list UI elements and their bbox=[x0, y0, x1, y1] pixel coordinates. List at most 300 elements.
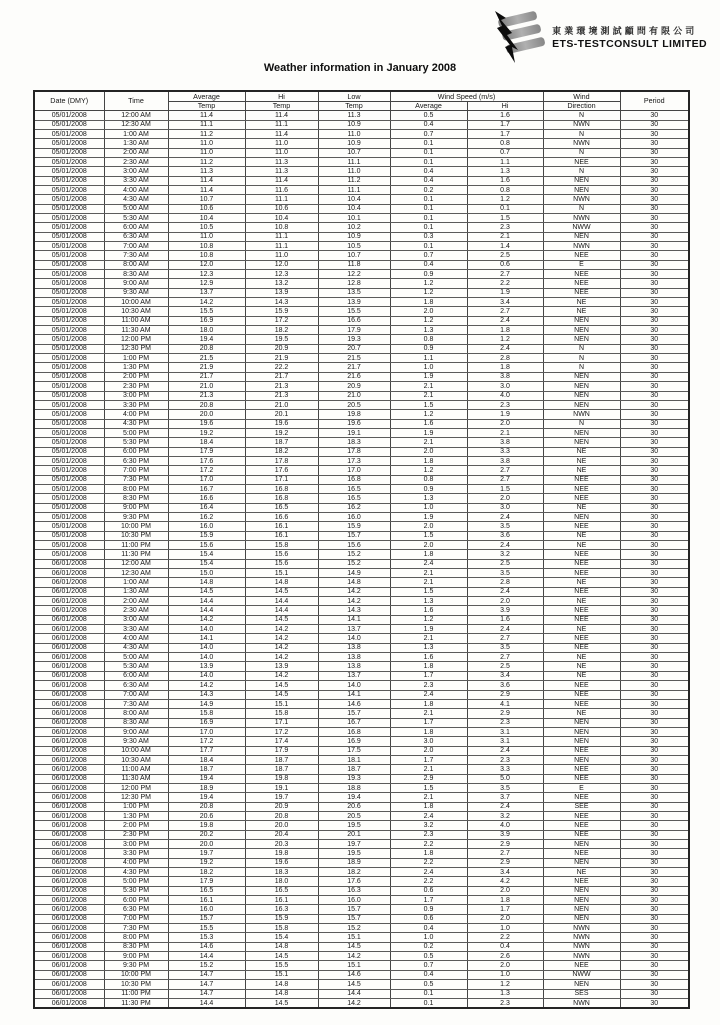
table-cell: NEE bbox=[543, 961, 620, 970]
table-cell: 11.0 bbox=[245, 251, 318, 260]
table-cell: 7:00 PM bbox=[104, 466, 168, 475]
table-cell: 11.1 bbox=[245, 195, 318, 204]
table-cell: NEE bbox=[543, 270, 620, 279]
table-cell: 4.1 bbox=[467, 699, 543, 708]
table-cell: NE bbox=[543, 709, 620, 718]
table-cell: 2.7 bbox=[467, 475, 543, 484]
table-cell: 12.0 bbox=[168, 260, 245, 269]
table-cell: 0.6 bbox=[390, 886, 467, 895]
table-cell: 20.5 bbox=[318, 400, 390, 409]
table-cell: 21.3 bbox=[168, 391, 245, 400]
table-cell: 0.7 bbox=[390, 129, 467, 138]
table-cell: 30 bbox=[620, 344, 689, 353]
table-cell: 0.4 bbox=[390, 167, 467, 176]
table-cell: 3.8 bbox=[467, 456, 543, 465]
table-cell: 30 bbox=[620, 456, 689, 465]
table-cell: 7:00 AM bbox=[104, 242, 168, 251]
table-cell: 15.9 bbox=[245, 307, 318, 316]
table-row bbox=[34, 139, 689, 148]
table-cell: 2.4 bbox=[467, 344, 543, 353]
table-cell: 18.7 bbox=[245, 765, 318, 774]
table-row bbox=[34, 550, 689, 559]
table-cell: 30 bbox=[620, 709, 689, 718]
table-cell: 05/01/2008 bbox=[34, 344, 104, 353]
table-row bbox=[34, 541, 689, 550]
table-cell: 14.5 bbox=[245, 587, 318, 596]
table-cell: 0.6 bbox=[390, 914, 467, 923]
table-cell: NE bbox=[543, 578, 620, 587]
table-cell: 2.3 bbox=[390, 830, 467, 839]
table-cell: 1.4 bbox=[467, 242, 543, 251]
table-row bbox=[34, 961, 689, 970]
table-cell: 3.4 bbox=[467, 298, 543, 307]
table-cell: NEE bbox=[543, 550, 620, 559]
table-cell: NEN bbox=[543, 858, 620, 867]
table-cell: 30 bbox=[620, 755, 689, 764]
table-cell: SEE bbox=[543, 802, 620, 811]
table-cell: 19.7 bbox=[168, 849, 245, 858]
table-cell: NWW bbox=[543, 223, 620, 232]
table-cell: NEE bbox=[543, 699, 620, 708]
table-cell: 12.9 bbox=[168, 279, 245, 288]
table-cell: 16.3 bbox=[318, 886, 390, 895]
table-cell: 2.2 bbox=[390, 858, 467, 867]
table-cell: 0.2 bbox=[390, 942, 467, 951]
table-cell: NEN bbox=[543, 372, 620, 381]
table-cell: 06/01/2008 bbox=[34, 699, 104, 708]
table-cell: 16.6 bbox=[168, 494, 245, 503]
table-cell: 30 bbox=[620, 185, 689, 194]
table-cell: 30 bbox=[620, 391, 689, 400]
col-subheader-wind-hi: Hi bbox=[467, 101, 543, 111]
table-cell: 11.3 bbox=[318, 111, 390, 120]
table-cell: NEN bbox=[543, 980, 620, 989]
table-cell: 16.5 bbox=[318, 484, 390, 493]
table-cell: 16.5 bbox=[168, 886, 245, 895]
weather-table-container bbox=[33, 90, 690, 1009]
table-row bbox=[34, 569, 689, 578]
table-cell: 0.1 bbox=[390, 242, 467, 251]
table-cell: NWN bbox=[543, 924, 620, 933]
table-cell: 7:30 AM bbox=[104, 699, 168, 708]
table-cell: 2.0 bbox=[467, 961, 543, 970]
table-cell: 0.1 bbox=[467, 204, 543, 213]
table-cell: NEN bbox=[543, 400, 620, 409]
table-cell: NEE bbox=[543, 643, 620, 652]
table-cell: 19.1 bbox=[318, 428, 390, 437]
table-cell: 18.7 bbox=[245, 755, 318, 764]
table-cell: 19.8 bbox=[245, 849, 318, 858]
table-cell: 30 bbox=[620, 484, 689, 493]
table-cell: 15.2 bbox=[168, 961, 245, 970]
table-cell: 13.5 bbox=[318, 288, 390, 297]
table-cell: NEN bbox=[543, 886, 620, 895]
table-cell: 20.5 bbox=[318, 811, 390, 820]
table-cell: 21.3 bbox=[245, 382, 318, 391]
table-cell: 05/01/2008 bbox=[34, 391, 104, 400]
table-row bbox=[34, 447, 689, 456]
table-cell: 2.7 bbox=[467, 466, 543, 475]
table-row bbox=[34, 615, 689, 624]
table-row bbox=[34, 148, 689, 157]
table-cell: 13.7 bbox=[318, 625, 390, 634]
table-row bbox=[34, 671, 689, 680]
table-cell: 20.8 bbox=[168, 400, 245, 409]
table-cell: 14.7 bbox=[168, 970, 245, 979]
table-cell: 18.4 bbox=[168, 755, 245, 764]
table-cell: 19.4 bbox=[168, 774, 245, 783]
table-cell: 10.2 bbox=[318, 223, 390, 232]
table-cell: 30 bbox=[620, 148, 689, 157]
table-cell: NEN bbox=[543, 512, 620, 521]
table-cell: 13.8 bbox=[318, 643, 390, 652]
table-row bbox=[34, 344, 689, 353]
table-cell: 0.1 bbox=[390, 139, 467, 148]
table-cell: 15.8 bbox=[245, 709, 318, 718]
table-cell: 10:30 AM bbox=[104, 307, 168, 316]
table-row bbox=[34, 363, 689, 372]
table-cell: NE bbox=[543, 456, 620, 465]
table-row bbox=[34, 755, 689, 764]
table-cell: 1.3 bbox=[467, 989, 543, 998]
table-row bbox=[34, 410, 689, 419]
table-cell: 05/01/2008 bbox=[34, 456, 104, 465]
table-row bbox=[34, 774, 689, 783]
table-cell: 2.8 bbox=[467, 354, 543, 363]
table-cell: 9:00 AM bbox=[104, 279, 168, 288]
table-cell: 5:30 AM bbox=[104, 662, 168, 671]
table-cell: 20.2 bbox=[168, 830, 245, 839]
table-cell: 05/01/2008 bbox=[34, 139, 104, 148]
table-cell: 30 bbox=[620, 905, 689, 914]
table-cell: 05/01/2008 bbox=[34, 298, 104, 307]
table-cell: 4:00 AM bbox=[104, 185, 168, 194]
table-cell: 17.4 bbox=[245, 737, 318, 746]
table-cell: 21.7 bbox=[168, 372, 245, 381]
table-cell: 14.0 bbox=[168, 671, 245, 680]
table-cell: 19.2 bbox=[168, 858, 245, 867]
table-cell: 30 bbox=[620, 232, 689, 241]
table-cell: 06/01/2008 bbox=[34, 774, 104, 783]
table-cell: 16.0 bbox=[318, 512, 390, 521]
table-row bbox=[34, 746, 689, 755]
table-cell: 18.7 bbox=[318, 765, 390, 774]
logo-text-block bbox=[552, 24, 707, 50]
table-cell: 14.5 bbox=[318, 980, 390, 989]
table-cell: NEN bbox=[543, 914, 620, 923]
table-cell: N bbox=[543, 111, 620, 120]
table-cell: 2.7 bbox=[467, 307, 543, 316]
table-cell: 2.9 bbox=[467, 709, 543, 718]
table-cell: 18.8 bbox=[318, 783, 390, 792]
table-cell: 2:00 AM bbox=[104, 597, 168, 606]
table-row bbox=[34, 288, 689, 297]
table-cell: 11.4 bbox=[245, 176, 318, 185]
table-cell: 9:00 PM bbox=[104, 503, 168, 512]
table-cell: 1.6 bbox=[390, 606, 467, 615]
table-cell: 3.5 bbox=[467, 569, 543, 578]
table-cell: 4:30 AM bbox=[104, 195, 168, 204]
table-row bbox=[34, 830, 689, 839]
table-cell: 14.8 bbox=[245, 942, 318, 951]
table-cell: 17.6 bbox=[168, 456, 245, 465]
table-cell: 4:00 PM bbox=[104, 858, 168, 867]
table-cell: 17.9 bbox=[245, 746, 318, 755]
table-header bbox=[34, 91, 689, 111]
table-cell: 05/01/2008 bbox=[34, 223, 104, 232]
table-cell: 13.7 bbox=[318, 671, 390, 680]
table-cell: 7:30 PM bbox=[104, 475, 168, 484]
table-cell: 10.9 bbox=[318, 232, 390, 241]
table-cell: 2.7 bbox=[467, 634, 543, 643]
table-cell: 19.3 bbox=[318, 335, 390, 344]
table-cell: 17.5 bbox=[318, 746, 390, 755]
table-cell: 4:30 AM bbox=[104, 643, 168, 652]
table-cell: 30 bbox=[620, 840, 689, 849]
table-cell: 14.5 bbox=[245, 681, 318, 690]
table-cell: 1.7 bbox=[390, 896, 467, 905]
table-cell: 1.3 bbox=[467, 167, 543, 176]
table-cell: 1.0 bbox=[467, 924, 543, 933]
table-cell: 17.8 bbox=[245, 456, 318, 465]
table-cell: 11.2 bbox=[318, 176, 390, 185]
table-cell: 3.6 bbox=[467, 681, 543, 690]
table-row bbox=[34, 466, 689, 475]
table-cell: 12.0 bbox=[245, 260, 318, 269]
table-row bbox=[34, 840, 689, 849]
table-cell: 06/01/2008 bbox=[34, 671, 104, 680]
table-cell: 05/01/2008 bbox=[34, 466, 104, 475]
table-cell: 1.9 bbox=[390, 512, 467, 521]
table-cell: NEN bbox=[543, 316, 620, 325]
table-cell: 05/01/2008 bbox=[34, 270, 104, 279]
col-header-hi: Hi bbox=[245, 91, 318, 101]
table-cell: 6:00 PM bbox=[104, 447, 168, 456]
table-cell: 6:00 AM bbox=[104, 223, 168, 232]
table-row bbox=[34, 129, 689, 138]
table-cell: 11.3 bbox=[245, 167, 318, 176]
table-cell: 14.5 bbox=[168, 587, 245, 596]
table-cell: 1.8 bbox=[390, 456, 467, 465]
table-row bbox=[34, 783, 689, 792]
table-cell: 30 bbox=[620, 522, 689, 531]
table-cell: 06/01/2008 bbox=[34, 849, 104, 858]
table-cell: 15.7 bbox=[168, 914, 245, 923]
table-row bbox=[34, 335, 689, 344]
table-cell: 21.9 bbox=[168, 363, 245, 372]
table-row bbox=[34, 952, 689, 961]
table-cell: 0.9 bbox=[390, 905, 467, 914]
table-cell: 14.4 bbox=[168, 606, 245, 615]
table-row bbox=[34, 260, 689, 269]
table-cell: 05/01/2008 bbox=[34, 111, 104, 120]
table-row bbox=[34, 587, 689, 596]
table-cell: 9:00 AM bbox=[104, 727, 168, 736]
table-cell: NEE bbox=[543, 830, 620, 839]
table-row bbox=[34, 372, 689, 381]
table-cell: 05/01/2008 bbox=[34, 260, 104, 269]
table-cell: 30 bbox=[620, 204, 689, 213]
table-row bbox=[34, 699, 689, 708]
table-cell: NWW bbox=[543, 970, 620, 979]
table-cell: 2.7 bbox=[467, 849, 543, 858]
table-cell: 30 bbox=[620, 419, 689, 428]
table-cell: 1.6 bbox=[467, 615, 543, 624]
table-cell: NEN bbox=[543, 326, 620, 335]
table-row bbox=[34, 765, 689, 774]
table-cell: 1:00 AM bbox=[104, 129, 168, 138]
table-cell: 2.0 bbox=[467, 419, 543, 428]
table-cell: 11:00 AM bbox=[104, 765, 168, 774]
table-cell: NEE bbox=[543, 681, 620, 690]
table-cell: 06/01/2008 bbox=[34, 578, 104, 587]
table-cell: 30 bbox=[620, 718, 689, 727]
table-cell: 30 bbox=[620, 157, 689, 166]
table-cell: 1.0 bbox=[390, 503, 467, 512]
table-row bbox=[34, 597, 689, 606]
table-cell: 0.7 bbox=[467, 148, 543, 157]
table-cell: 30 bbox=[620, 699, 689, 708]
table-cell: 06/01/2008 bbox=[34, 615, 104, 624]
table-cell: 14.2 bbox=[318, 597, 390, 606]
table-cell: N bbox=[543, 148, 620, 157]
table-cell: 05/01/2008 bbox=[34, 447, 104, 456]
table-row bbox=[34, 634, 689, 643]
table-cell: 2.9 bbox=[467, 690, 543, 699]
table-cell: 06/01/2008 bbox=[34, 643, 104, 652]
table-cell: 11:30 AM bbox=[104, 774, 168, 783]
table-cell: 18.7 bbox=[168, 765, 245, 774]
table-cell: 2.2 bbox=[390, 877, 467, 886]
table-cell: 30 bbox=[620, 924, 689, 933]
table-cell: 4.0 bbox=[467, 821, 543, 830]
table-cell: 10.5 bbox=[318, 242, 390, 251]
table-cell: 30 bbox=[620, 139, 689, 148]
table-cell: 2.3 bbox=[390, 681, 467, 690]
table-cell: 19.5 bbox=[318, 821, 390, 830]
table-cell: 19.4 bbox=[168, 335, 245, 344]
table-cell: 19.8 bbox=[168, 821, 245, 830]
table-cell: 11.1 bbox=[245, 120, 318, 129]
table-cell: 2.1 bbox=[390, 634, 467, 643]
table-cell: 0.5 bbox=[390, 111, 467, 120]
table-cell: 1.8 bbox=[390, 699, 467, 708]
table-cell: 06/01/2008 bbox=[34, 765, 104, 774]
table-cell: 14.3 bbox=[318, 606, 390, 615]
table-cell: 9:30 PM bbox=[104, 512, 168, 521]
table-cell: 20.9 bbox=[245, 344, 318, 353]
table-cell: 2.1 bbox=[390, 391, 467, 400]
table-cell: 30 bbox=[620, 475, 689, 484]
table-cell: 11:00 PM bbox=[104, 541, 168, 550]
table-cell: 14.8 bbox=[245, 578, 318, 587]
table-cell: 12.2 bbox=[318, 270, 390, 279]
weather-table-body bbox=[34, 111, 689, 1009]
table-cell: 21.5 bbox=[168, 354, 245, 363]
table-cell: 10.4 bbox=[318, 204, 390, 213]
table-cell: NWN bbox=[543, 213, 620, 222]
table-cell: 18.2 bbox=[168, 868, 245, 877]
table-cell: 30 bbox=[620, 559, 689, 568]
table-cell: 05/01/2008 bbox=[34, 176, 104, 185]
table-row bbox=[34, 419, 689, 428]
table-cell: 05/01/2008 bbox=[34, 242, 104, 251]
table-cell: 3.4 bbox=[467, 671, 543, 680]
table-cell: 17.9 bbox=[168, 447, 245, 456]
table-cell: 30 bbox=[620, 111, 689, 120]
table-cell: 14.8 bbox=[168, 578, 245, 587]
table-cell: 30 bbox=[620, 830, 689, 839]
table-cell: NEE bbox=[543, 615, 620, 624]
table-cell: 30 bbox=[620, 541, 689, 550]
table-cell: 30 bbox=[620, 933, 689, 942]
table-cell: 11.0 bbox=[318, 167, 390, 176]
table-row bbox=[34, 905, 689, 914]
table-cell: 5.0 bbox=[467, 774, 543, 783]
table-cell: 14.4 bbox=[318, 989, 390, 998]
col-header-average: Average bbox=[168, 91, 245, 101]
table-cell: 05/01/2008 bbox=[34, 195, 104, 204]
table-row bbox=[34, 232, 689, 241]
table-cell: 30 bbox=[620, 569, 689, 578]
table-cell: 15.9 bbox=[245, 914, 318, 923]
table-row bbox=[34, 438, 689, 447]
table-cell: 30 bbox=[620, 503, 689, 512]
table-cell: N bbox=[543, 204, 620, 213]
table-cell: 1:00 PM bbox=[104, 354, 168, 363]
table-cell: 2.9 bbox=[390, 774, 467, 783]
table-cell: 2.4 bbox=[467, 802, 543, 811]
table-cell: 3:00 PM bbox=[104, 840, 168, 849]
table-cell: 05/01/2008 bbox=[34, 382, 104, 391]
table-cell: NEN bbox=[543, 185, 620, 194]
table-cell: 3.2 bbox=[467, 811, 543, 820]
table-cell: 2.7 bbox=[467, 653, 543, 662]
table-cell: 1.8 bbox=[467, 896, 543, 905]
table-cell: 14.2 bbox=[245, 671, 318, 680]
table-cell: NEN bbox=[543, 727, 620, 736]
table-cell: 05/01/2008 bbox=[34, 541, 104, 550]
table-cell: 10.7 bbox=[318, 148, 390, 157]
table-cell: 0.2 bbox=[390, 185, 467, 194]
table-cell: 16.9 bbox=[318, 737, 390, 746]
table-cell: 06/01/2008 bbox=[34, 606, 104, 615]
table-cell: 2.3 bbox=[467, 718, 543, 727]
table-cell: 21.6 bbox=[318, 372, 390, 381]
table-row bbox=[34, 494, 689, 503]
table-cell: 06/01/2008 bbox=[34, 587, 104, 596]
table-cell: 14.0 bbox=[168, 643, 245, 652]
table-cell: 30 bbox=[620, 606, 689, 615]
table-cell: 3.8 bbox=[467, 372, 543, 381]
table-cell: 1.2 bbox=[390, 466, 467, 475]
table-cell: 15.8 bbox=[245, 924, 318, 933]
table-row bbox=[34, 653, 689, 662]
table-cell: 30 bbox=[620, 363, 689, 372]
table-cell: 17.9 bbox=[318, 326, 390, 335]
table-cell: 15.1 bbox=[245, 699, 318, 708]
table-cell: 30 bbox=[620, 298, 689, 307]
table-cell: 06/01/2008 bbox=[34, 727, 104, 736]
table-cell: NE bbox=[543, 653, 620, 662]
table-cell: 06/01/2008 bbox=[34, 952, 104, 961]
table-cell: 06/01/2008 bbox=[34, 597, 104, 606]
table-cell: NEE bbox=[543, 606, 620, 615]
table-cell: 30 bbox=[620, 681, 689, 690]
table-cell: 17.6 bbox=[245, 466, 318, 475]
table-cell: 30 bbox=[620, 597, 689, 606]
table-cell: 17.9 bbox=[168, 877, 245, 886]
